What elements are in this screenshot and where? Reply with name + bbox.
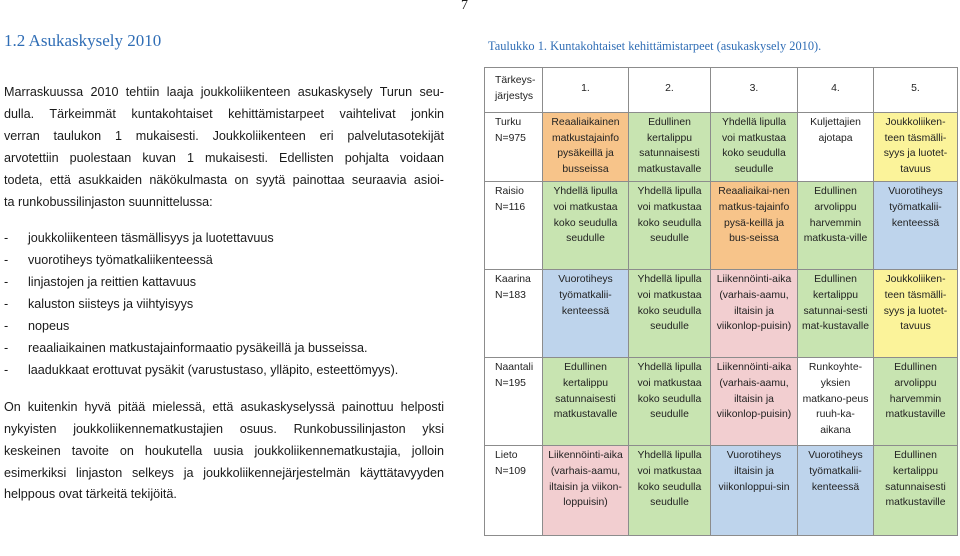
municipality-name: Lieto [495, 450, 518, 462]
header-cell: 3. [711, 68, 798, 113]
need-cell: Yhdellä lipulla voi matkustaa koko seudulla seudulle [543, 182, 629, 270]
need-cell: Reaaliaikai-nen matkus-tajainfo pysä-keillä ja bus-seissa [711, 182, 798, 270]
need-cell: Yhdellä lipulla voi matkustaa koko seudulla seudulle [629, 446, 711, 536]
development-needs-table [484, 67, 958, 536]
list-item: - nopeus [4, 319, 70, 334]
table-body [485, 68, 958, 536]
need-cell: Yhdellä lipulla voi matkustaa koko seudulla seudulle [629, 182, 711, 270]
municipality-cell [485, 446, 543, 536]
need-cell: Yhdellä lipulla voi matkustaa koko seudulla seudulle [711, 113, 798, 182]
need-cell: Vuorotiheys työmatkalii-kenteessä [543, 270, 629, 358]
text-line: helppous ovat tärkeitä tekijöitä. [4, 487, 177, 502]
list-item: - vuorotiheys työmatkaliikenteessä [4, 253, 213, 268]
text-line: dulla. Tärkeimmät kuntakohtaiset kehittämistarpeet vaihtelivat jonkin [4, 106, 444, 121]
need-cell: Edullinen kertalippu satunnai-sesti mat-kustavalle [798, 270, 874, 358]
text-line: verran taulukon 1 mukaisesti. Joukkoliikenteen eri palvelutasotekijät [4, 128, 444, 143]
text-line: keskeinen tavoite on houkutella uusia joukkoliikennematkustajia, jolloin [4, 443, 444, 458]
need-cell: Runkoyhte-yksien matkano-peus ruuh-ka-aikana [798, 358, 874, 446]
need-cell: Joukkoliiken-teen täsmälli-syys ja luotet-tavuus [874, 113, 958, 182]
need-cell: Yhdellä lipulla voi matkustaa koko seudulla seudulle [629, 358, 711, 446]
need-cell: Liikennöinti-aika (varhais-aamu, iltaisin ja viikonlop-puisin) [711, 358, 798, 446]
text-line: arvotettiin puolestaan kuvan 1 mukaisesti. Edellisten pohjalta voidaan [4, 150, 444, 165]
text-line: Marraskuussa 2010 tehtiin laaja joukkoliikenteen asukaskysely Turun seu- [4, 85, 444, 99]
municipality-cell [485, 113, 543, 182]
table-row [485, 113, 958, 182]
need-cell: Edullinen arvolippu harvemmin matkustaville [874, 358, 958, 446]
need-cell: Edullinen kertalippu satunnaisesti matkustaville [874, 446, 958, 536]
text-line: On kuitenkin hyvä pitää mielessä, että asukaskyselyssä painottuu helposti [4, 399, 444, 414]
municipality-name: Naantali [495, 362, 534, 374]
table-caption: Taulukko 1. Kuntakohtaiset kehittämistarpeet (asukaskysely 2010). [488, 39, 822, 53]
header-cell: 1. [543, 68, 629, 113]
text-line: todeta, että asukkaiden näkökulmasta on syytä painottaa seuraavia asioi- [4, 172, 444, 187]
need-cell: Vuorotiheys työmatkalii-kenteessä [798, 446, 874, 536]
municipality-name: Raisio [495, 186, 524, 198]
body-text [4, 82, 444, 506]
respondent-count: N=975 [495, 132, 526, 144]
need-cell: Edullinen kertalippu satunnaisesti matkustavalle [543, 358, 629, 446]
need-cell: Reaaliaikainen matkustajainfo pysäkeillä ja busseissa [543, 113, 629, 182]
header-cell: 4. [798, 68, 874, 113]
list-item: - linjastojen ja reittien kattavuus [4, 275, 197, 290]
respondent-count: N=195 [495, 377, 526, 389]
need-cell: Vuorotiheys työmatkalii-kenteessä [874, 182, 958, 270]
respondent-count: N=116 [495, 201, 526, 213]
need-cell: Edullinen kertalippu satunnaisesti matkustavalle [629, 113, 711, 182]
need-cell: Joukkoliiken-teen täsmälli-syys ja luotet-tavuus [874, 270, 958, 358]
outro-paragraph [4, 397, 444, 507]
header-cell: 5. [874, 68, 958, 113]
list-item: - reaaliaikainen matkustajainformaatio pysäkeillä ja busseissa. [4, 340, 368, 355]
intro-paragraph [4, 82, 444, 213]
text-line: esimerkiksi linjaston selkeys ja joukkoliikennejärjestelmän käyttätavyyden [4, 465, 444, 480]
text-line: nykyisten joukkoliikennematkustajien osuus. Runkobussilinjaston yksi [4, 421, 444, 436]
respondent-count: N=183 [495, 289, 526, 301]
table-row [485, 270, 958, 358]
need-cell: Liikennöinti-aika (varhais-aamu, iltaisin ja viikonlop-puisin) [711, 270, 798, 358]
respondent-count: N=109 [495, 465, 526, 477]
table-row [485, 446, 958, 536]
list-item: - joukkoliikenteen täsmällisyys ja luotettavuus [4, 231, 274, 246]
need-cell: Liikennöinti-aika (varhais-aamu, iltaisin ja viikon-loppuisin) [543, 446, 629, 536]
text-line: ta runkobussilinjaston suunnittelussa: [4, 194, 213, 209]
table-row [485, 182, 958, 270]
municipality-name: Kaarina [495, 274, 531, 286]
need-cell: Vuorotiheys iltaisin ja viikonloppui-sin [711, 446, 798, 536]
table-header-row [485, 68, 958, 113]
header-cell: Tärkeys-järjestys [485, 68, 543, 113]
municipality-cell [485, 182, 543, 270]
page-number: 7 [461, 0, 468, 13]
need-cell: Kuljettajien ajotapa [798, 113, 874, 182]
need-cell: Yhdellä lipulla voi matkustaa koko seudulla seudulle [629, 270, 711, 358]
bullet-list [4, 228, 444, 381]
list-item: - laadukkaat erottuvat pysäkit (varustustaso, ylläpito, esteettömyys). [4, 362, 399, 377]
municipality-name: Turku [495, 117, 522, 128]
municipality-cell [485, 270, 543, 358]
municipality-cell [485, 358, 543, 446]
section-heading: 1.2 Asukaskysely 2010 [4, 31, 162, 50]
list-item: - kaluston siisteys ja viihtyisyys [4, 297, 194, 312]
need-cell: Edullinen arvolippu harvemmin matkusta-ville [798, 182, 874, 270]
header-cell: 2. [629, 68, 711, 113]
table-row [485, 358, 958, 446]
